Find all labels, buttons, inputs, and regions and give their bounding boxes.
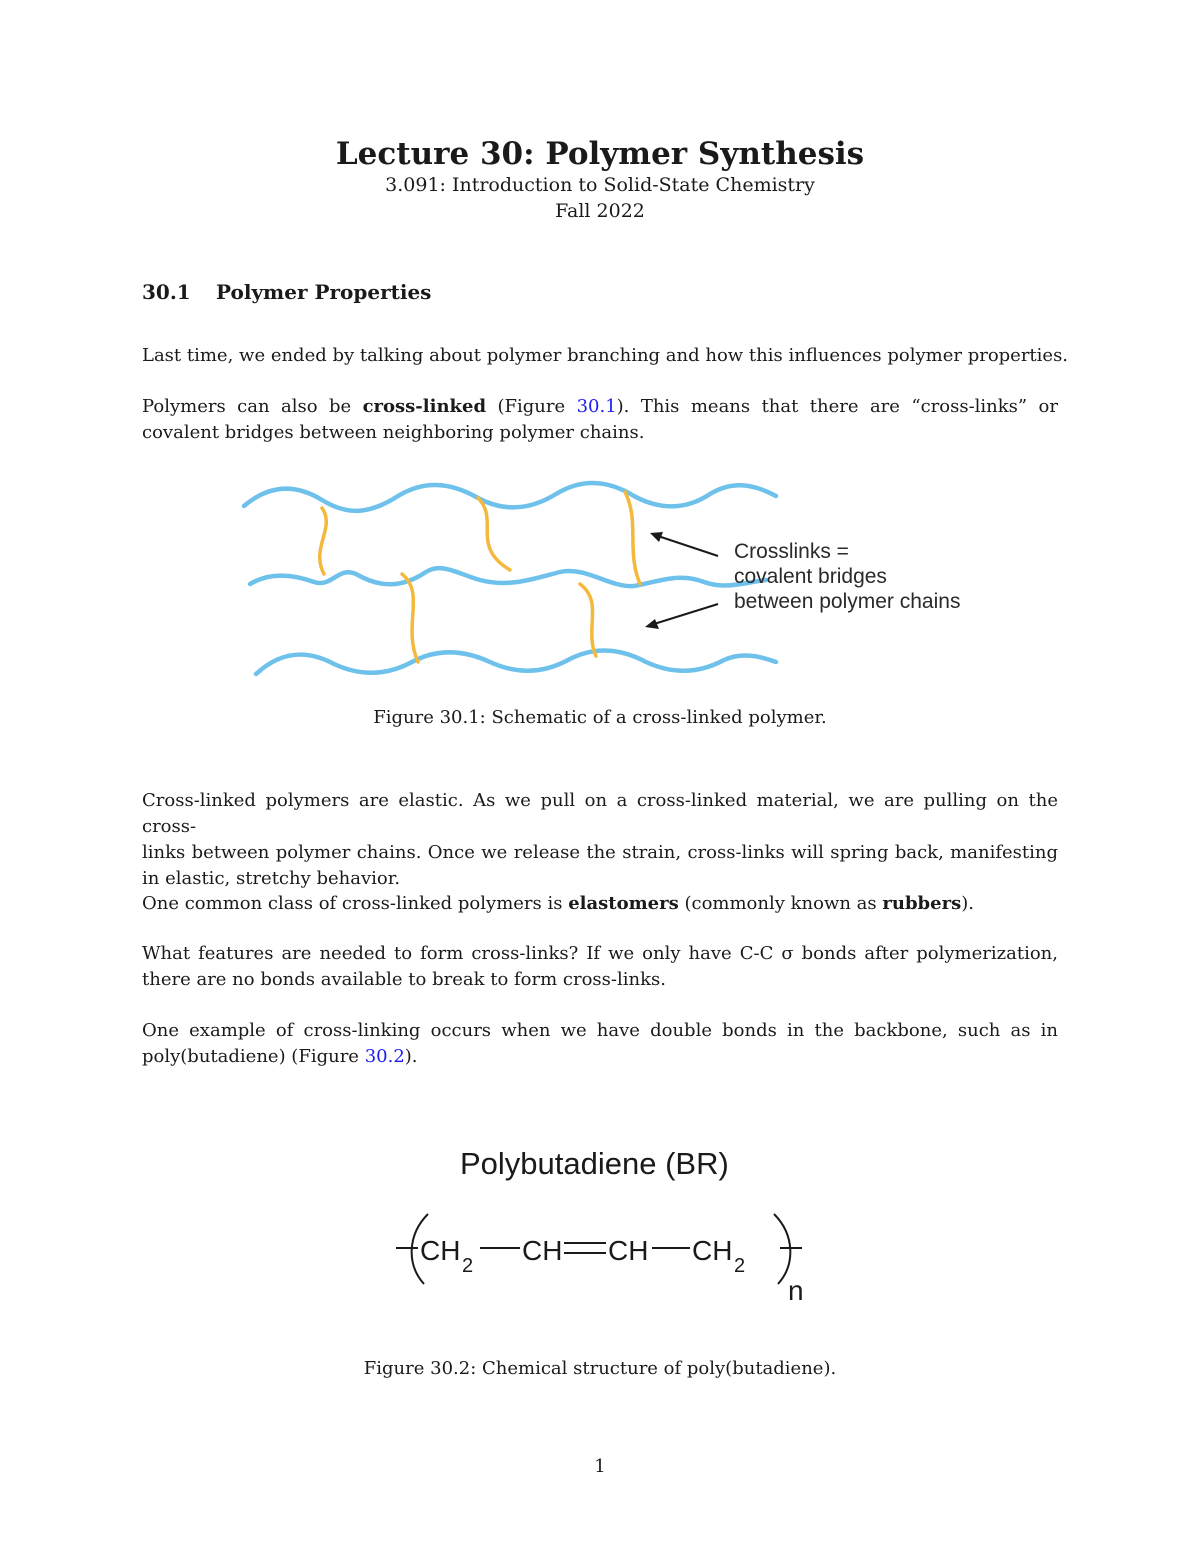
annotation-line-1: Crosslinks = bbox=[734, 540, 849, 563]
polymer-chain-top bbox=[244, 483, 776, 511]
paragraph-2-line-1 bbox=[142, 394, 1058, 420]
structure-title: Polybutadiene (BR) bbox=[460, 1146, 729, 1181]
figure-polybutadiene-structure bbox=[380, 1130, 840, 1310]
annotation-line-2: covalent bridges bbox=[734, 565, 887, 588]
subscript-2-left: 2 bbox=[462, 1255, 474, 1277]
figure-ref-30-1[interactable]: 30.1 bbox=[576, 396, 617, 417]
term: Fall 2022 bbox=[555, 200, 645, 222]
figure-crosslinked-polymer bbox=[230, 470, 990, 690]
repeat-subscript-n: n bbox=[788, 1275, 804, 1306]
figure-1-caption: Figure 30.1: Schematic of a cross-linked polymer. bbox=[373, 707, 827, 728]
term-elastomers: elastomers bbox=[568, 893, 679, 914]
paragraph-3 bbox=[142, 788, 1058, 892]
page-title: Lecture 30: Polymer Synthesis bbox=[335, 136, 865, 172]
paragraph-2 bbox=[142, 394, 1058, 446]
paragraph-3-line-2: links between polymer chains. Once we release the strain, cross-links will spring back, manifesting bbox=[142, 842, 1058, 863]
paragraph-3-line-1: Cross-linked polymers are elastic. As we pull on a cross-linked material, we are pulling on the cross- bbox=[142, 790, 1058, 837]
annotation-line-3: between polymer chains bbox=[734, 590, 961, 613]
paragraph-1 bbox=[142, 343, 1069, 369]
section-number: 30.1 bbox=[142, 280, 191, 304]
group-ch-2: CH bbox=[608, 1235, 649, 1266]
p2-text-c: (Figure bbox=[497, 396, 566, 417]
paragraph-5-line-2: there are no bonds available to break to form cross-links. bbox=[142, 969, 666, 990]
paragraph-6-line-1: One example of cross-linking occurs when we have double bonds in the backbone, such as in bbox=[142, 1020, 1058, 1041]
course-name: 3.091: Introduction to Solid-State Chemistry bbox=[385, 174, 815, 196]
polymer-chain-middle bbox=[250, 568, 766, 586]
p2-text-a: Polymers can also be bbox=[142, 396, 352, 417]
section-title: Polymer Properties bbox=[216, 280, 432, 304]
paragraph-1-text: Last time, we ended by talking about polymer branching and how this influences polymer properties. bbox=[142, 345, 1069, 366]
crosslink-4 bbox=[402, 574, 418, 662]
group-ch2-right: CH bbox=[692, 1235, 733, 1266]
section-heading bbox=[142, 280, 431, 304]
page-number: 1 bbox=[594, 1456, 606, 1477]
crosslink-1 bbox=[320, 508, 327, 574]
paragraph-2-line-2: covalent bridges between neighboring polymer chains. bbox=[142, 422, 645, 443]
term-cross-linked: cross-linked bbox=[362, 396, 487, 417]
paragraph-5-line-1: What features are needed to form cross-links? If we only have C-C σ bonds after polymerization, bbox=[142, 943, 1058, 964]
paragraph-5 bbox=[142, 941, 1058, 993]
crosslink-3 bbox=[625, 492, 640, 584]
paragraph-4 bbox=[142, 891, 1058, 917]
paragraph-4-line-1 bbox=[142, 891, 1058, 917]
group-ch-1: CH bbox=[522, 1235, 563, 1266]
figure-ref-30-2[interactable]: 30.2 bbox=[364, 1046, 405, 1067]
p4-text-c: (commonly known as bbox=[684, 893, 877, 914]
figure-2-caption: Figure 30.2: Chemical structure of poly(butadiene). bbox=[363, 1358, 837, 1379]
p6-text-b: ). bbox=[404, 1046, 418, 1067]
term-rubbers: rubbers bbox=[882, 893, 962, 914]
p2-text-d: ). This means that there are “cross-links” or bbox=[616, 396, 1058, 417]
p6-text-a: poly(butadiene) (Figure bbox=[142, 1046, 359, 1067]
paragraph-3-line-3: in elastic, stretchy behavior. bbox=[142, 868, 401, 889]
polymer-chain-bottom bbox=[256, 650, 776, 674]
p4-text-a: One common class of cross-linked polymers is bbox=[142, 893, 563, 914]
crosslink-5 bbox=[580, 584, 596, 656]
group-ch2-left: CH bbox=[420, 1235, 461, 1266]
paragraph-6 bbox=[142, 1018, 1058, 1070]
paragraph-6-line-2 bbox=[142, 1044, 1058, 1070]
subscript-2-right: 2 bbox=[734, 1255, 746, 1277]
p4-text-e: ). bbox=[961, 893, 974, 914]
